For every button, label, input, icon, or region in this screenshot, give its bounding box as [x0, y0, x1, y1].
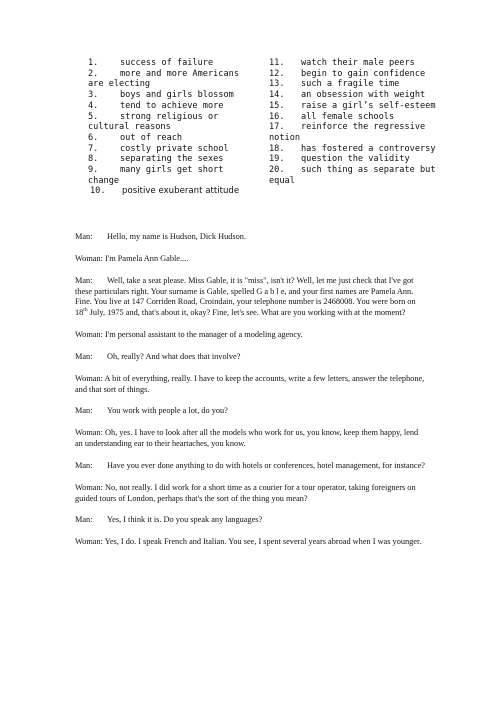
item-text: separating the sexes — [120, 154, 224, 165]
item-number: 16. — [269, 111, 285, 122]
item-text: out of reach — [120, 132, 183, 143]
dialogue-text: Have you ever done anything to do with hotels or conferences, hotel management, for instance? — [107, 460, 425, 470]
list-item — [88, 58, 264, 69]
dialogue-turn-man — [75, 461, 425, 472]
item-text: all female schools — [301, 111, 395, 122]
dialogue-text: A bit of everything, really. I have to keep the accounts, write a few letters, answer the telephone, and that sort of things. — [75, 373, 425, 394]
item-text: reinforce the regressive notion — [269, 122, 426, 143]
dialogue-text: Oh, yes. I have to look after all the models who work for us, you know, keep them happy, lend an understanding ear to their heartaches, you know. — [75, 428, 419, 449]
dialogue-turn-man — [75, 276, 425, 320]
item-text: strong religious or cultural reasons — [88, 111, 219, 133]
item-text: success of failure — [120, 58, 214, 68]
dialogue-text: No, not really. I did work for a short time as a courier for a tour operator, taking foreigners on guided tours of London, perhaps that's the sort of the thing you mean? — [75, 482, 416, 503]
item-text: positive exuberant attitude — [122, 186, 240, 197]
item-text: such a fragile time — [301, 79, 400, 90]
dialogue-text: July, 1975 and, that's about it, okay? Fine, let's see. What are you working with at the moment? — [87, 308, 406, 318]
speaker-label: Man: — [75, 275, 93, 285]
item-text: question the validity — [301, 154, 410, 165]
dialogue-text: Yes, I do. I speak French and Italian. You see, I spent several years abroad when I was younger. — [104, 537, 422, 547]
item-number: 3. — [88, 90, 99, 101]
item-text: such thing as separate but equal — [269, 165, 436, 186]
item-number: 12. — [269, 68, 285, 79]
speaker-label: Woman: — [75, 330, 103, 340]
item-text: has fostered a controversy — [301, 143, 436, 154]
dialogue-turn-man — [75, 352, 425, 363]
dialogue-turn-man — [75, 515, 425, 526]
item-number: 8. — [88, 154, 99, 165]
item-number: 13. — [269, 79, 285, 90]
speaker-label: Woman: — [75, 482, 103, 492]
speaker-label: Man: — [75, 351, 93, 361]
phrase-column-right — [269, 58, 445, 186]
item-text: boys and girls blossom — [120, 90, 234, 101]
item-number: 4. — [88, 100, 99, 111]
list-item — [269, 165, 445, 186]
dialogue-text: Well, take a seat please. Miss Gable, it is "miss", isn't it? Well, let me just check that I've got these particulars right. Your surname is Gable, spelled G a b l e, and your first names are Pamela Ann. Fine. You live at 147 Corriden Road, Croindain, your telephone number is 2468008. You were born on 18 — [75, 275, 416, 318]
dialogue-text: I'm personal assistant to the manager of a modeling agency. — [104, 330, 303, 340]
item-number: 1. — [88, 58, 99, 68]
list-item — [90, 186, 264, 197]
dialogue-text: You work with people a lot, do you? — [107, 406, 228, 416]
item-number: 7. — [88, 143, 99, 154]
item-number: 2. — [88, 68, 99, 79]
dialogue-text: Yes, I think it is. Do you speak any languages? — [107, 515, 263, 525]
list-item — [88, 112, 264, 133]
dialogue-text: Oh, really? And what does that involve? — [107, 351, 241, 361]
item-number: 14. — [269, 90, 285, 101]
dialogue-turn-woman — [75, 483, 425, 505]
dialogue-turn-woman — [75, 374, 425, 396]
item-number: 18. — [269, 143, 285, 154]
dialogue-turn-man — [75, 406, 425, 417]
speaker-label: Man: — [75, 406, 93, 416]
list-item — [269, 79, 445, 90]
item-number: 20. — [269, 165, 285, 176]
list-item — [269, 144, 445, 155]
item-text: tend to achieve more — [120, 100, 224, 111]
dialogue-turn-woman — [75, 537, 425, 548]
speaker-label: Woman: — [75, 253, 103, 263]
list-item — [88, 101, 264, 112]
phrase-column-left — [88, 58, 264, 197]
item-text: more and more Americans are electing — [88, 68, 239, 90]
dialogue-turn-woman — [75, 428, 425, 450]
dialogue-turn-woman — [75, 254, 425, 265]
speaker-label: Man: — [75, 515, 93, 525]
speaker-label: Man: — [75, 232, 93, 241]
item-number: 9. — [88, 165, 99, 176]
speaker-label: Man: — [75, 460, 93, 470]
list-item — [88, 144, 264, 155]
dialogue-transcript — [75, 232, 425, 559]
list-item — [88, 165, 264, 186]
speaker-label: Woman: — [75, 537, 103, 547]
item-text: costly private school — [120, 143, 229, 154]
item-text: many girls get short change — [88, 165, 224, 186]
item-text: begin to gain confidence — [301, 68, 426, 79]
item-number: 6. — [88, 132, 99, 143]
list-item — [269, 69, 445, 80]
item-number: 17. — [269, 122, 285, 133]
item-text: an obsession with weight — [301, 90, 426, 101]
list-item — [88, 154, 264, 165]
list-item — [88, 69, 264, 90]
item-number: 5. — [88, 111, 99, 122]
list-item — [269, 90, 445, 101]
ordinal-suffix: th — [83, 307, 88, 314]
item-text: watch their male peers — [301, 58, 415, 68]
dialogue-text: I'm Pamela Ann Gable.... — [104, 253, 189, 263]
list-item — [269, 112, 445, 123]
list-item — [88, 90, 264, 101]
item-number: 10. — [90, 186, 106, 197]
list-item — [269, 101, 445, 112]
item-number: 15. — [269, 100, 285, 111]
item-number: 11. — [269, 58, 285, 68]
item-text: raise a girl’s self-esteem — [301, 100, 436, 111]
list-item — [269, 122, 445, 143]
dialogue-turn-woman — [75, 330, 425, 341]
dialogue-text: Hello, my name is Hudson, Dick Hudson. — [107, 232, 246, 241]
list-item — [88, 133, 264, 144]
speaker-label: Woman: — [75, 373, 103, 383]
list-item — [269, 58, 445, 69]
dialogue-turn-man — [75, 232, 425, 243]
item-number: 19. — [269, 154, 285, 165]
speaker-label: Woman: — [75, 428, 103, 438]
list-item — [269, 154, 445, 165]
